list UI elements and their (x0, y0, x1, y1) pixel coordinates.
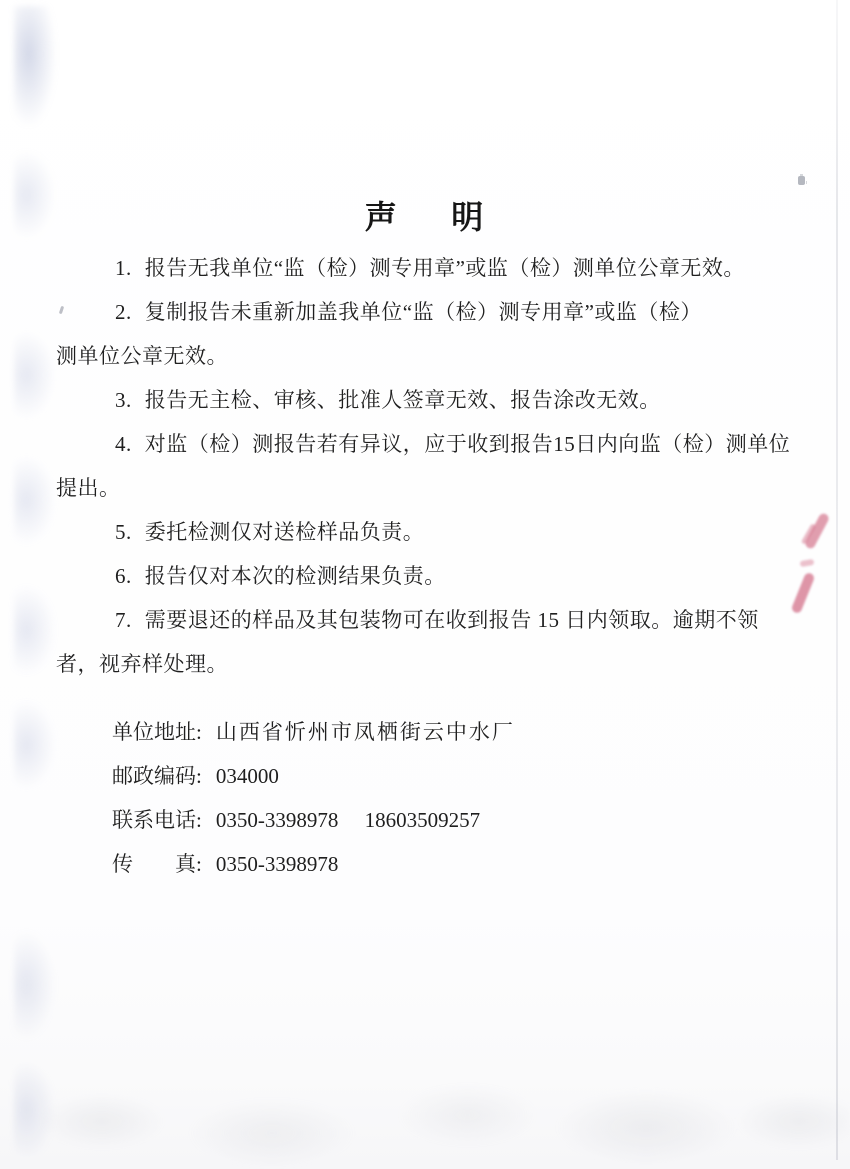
statement-item (56, 598, 794, 686)
statement-list (0, 246, 850, 686)
statement-text: 报告无主检、审核、批准人签章无效、报告涂改无效。 (144, 388, 661, 412)
statement-line-first (56, 290, 794, 334)
scan-smudge (14, 930, 56, 1040)
statement-item (56, 246, 794, 290)
statement-item (56, 378, 794, 422)
contact-row (112, 842, 794, 886)
contact-value: 034000 (215, 764, 279, 788)
contact-row (112, 798, 794, 842)
statement-item (56, 554, 794, 598)
statement-text: 报告仅对本次的检测结果负责。 (144, 564, 446, 588)
statement-text: 者，视弃样处理。 (56, 652, 228, 676)
statement-number: 4. (115, 432, 132, 456)
statement-line-first (56, 510, 794, 554)
statement-text: 报告无我单位“监（检）测专用章”或监（检）测单位公章无效。 (144, 256, 745, 280)
scan-smudge (14, 1060, 56, 1160)
statement-text: 测单位公章无效。 (56, 344, 228, 368)
statement-line-continued (56, 642, 794, 686)
statement-line-first (56, 422, 794, 466)
statement-text: 提出。 (56, 476, 121, 500)
statement-line-first (56, 378, 794, 422)
contact-label: 联系电话: (112, 808, 202, 832)
contact-label: 传 真: (112, 852, 202, 876)
contact-value: 0350-3398978 (215, 852, 339, 876)
statement-number: 1. (115, 256, 132, 280)
statement-number: 3. (115, 388, 132, 412)
scan-noise (0, 1049, 850, 1169)
contact-row (112, 754, 794, 798)
statement-line-continued (56, 334, 794, 378)
statement-number: 6. (115, 564, 132, 588)
statement-number: 2. (115, 300, 132, 324)
statement-number: 7. (115, 608, 132, 632)
statement-item (56, 510, 794, 554)
statement-line-continued (56, 466, 794, 510)
contact-value: 山西省忻州市凤栖街云中水厂 (215, 720, 515, 744)
statement-text: 委托检测仅对送检样品负责。 (144, 520, 425, 544)
contact-label: 单位地址: (112, 720, 202, 744)
statement-text: 复制报告未重新加盖我单位“监（检）测专用章”或监（检） (144, 300, 702, 324)
contact-label: 邮政编码: (112, 764, 202, 788)
contact-row (112, 710, 794, 754)
page-title: 声 明 (364, 198, 486, 236)
contact-value: 0350-3398978 18603509257 (215, 808, 481, 832)
statement-number: 5. (115, 520, 132, 544)
contact-block (0, 710, 850, 886)
statement-text: 对监（检）测报告若有异议，应于收到报告15日内向监（检）测单位 (144, 432, 791, 456)
statement-item (56, 290, 794, 378)
statement-line-first (56, 246, 794, 290)
statement-line-first (56, 598, 794, 642)
statement-text: 需要退还的样品及其包装物可在收到报告 15 日内领取。逾期不领 (144, 608, 759, 632)
statement-item (56, 422, 794, 510)
statement-line-first (56, 554, 794, 598)
